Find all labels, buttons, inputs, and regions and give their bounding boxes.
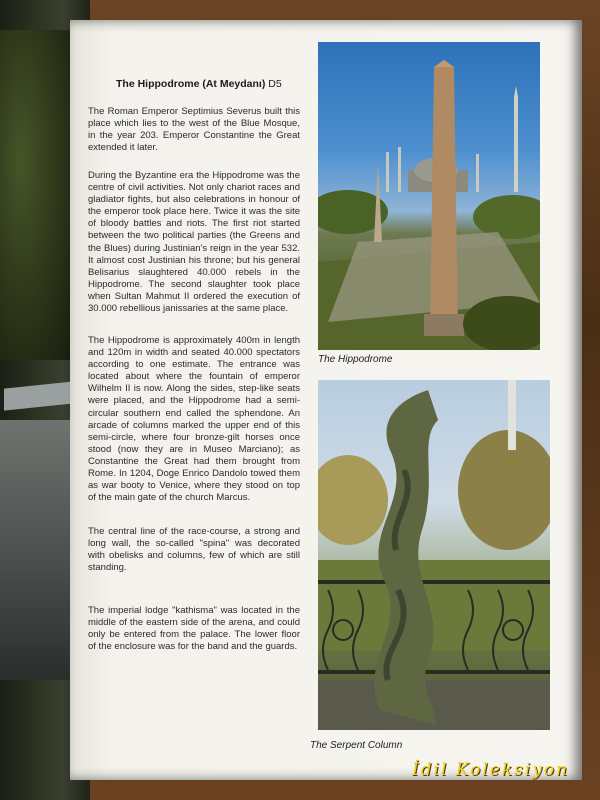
facing-page-stone: [0, 420, 75, 680]
facing-page-foliage: [0, 30, 70, 360]
grid-reference: D5: [268, 78, 282, 90]
hippodrome-caption: The Hippodrome: [318, 354, 393, 365]
serpent-column-photo: [318, 380, 550, 730]
serpent-column-illustration: [318, 380, 550, 730]
facing-page-sign: [4, 381, 74, 410]
article-title-text: The Hippodrome (At Meydanı): [116, 78, 266, 90]
hippodrome-photo: [318, 42, 540, 350]
paragraph-2: During the Byzantine era the Hippodrome was the centre of civil activities. Not only chariot races and gladiator fights, but also celebrations in honour of the emperor took place here. Twice it was the site of bloody battles and riots. The first riot started between the two political parties (the Greens and the Blues) during Justinian's reign in the year 532. It almost cost Justinian his throne; but his general Belisarius slaughtered 40.000 rebels in the Hippodrome. The second slaughter took place when Sultan Mahmut II ordered the execution of 30.000 rebellious janissaries at the same place.: [88, 170, 300, 315]
watermark: İdil Koleksiyon: [412, 760, 570, 780]
serpent-column-caption: The Serpent Column: [310, 740, 403, 751]
paragraph-1: The Roman Emperor Septimius Severus built this place which lies to the west of the Blue Mosque, in the year 203. Emperor Constantine the Great extended it later.: [88, 106, 300, 154]
paragraph-4: The central line of the race-course, a strong and long wall, the so-called "spina" was decorated with obelisks and columns, few of which are still standing.: [88, 526, 300, 574]
paragraph-3: The Hippodrome is approximately 400m in length and 120m in width and seated 40.000 spectators according to one estimate. The entrance was located about where the fountain of emperor Wilhelm II is now. Along the sides, step-like seats were placed, and the Hippodrome had a semi-circular southern end called the sphendone. An arcade of columns marked the upper end of this semi-circle, where four bronze-gilt horses once stood (now they are in Museo Marciano); as Constantine the Great had them brought from Rome. In 1204, Doge Enrico Dandolo towed them as war booty to Venice, where they stood on top of the main gate of the church Marcus.: [88, 335, 300, 504]
paragraph-5: The imperial lodge "kathisma" was located in the middle of the eastern side of the arena, and could only be entered from the palace. The lower floor of the enclosure was for the band and the guards.: [88, 605, 300, 653]
hippodrome-illustration: [318, 42, 540, 350]
article-title: [116, 78, 282, 90]
